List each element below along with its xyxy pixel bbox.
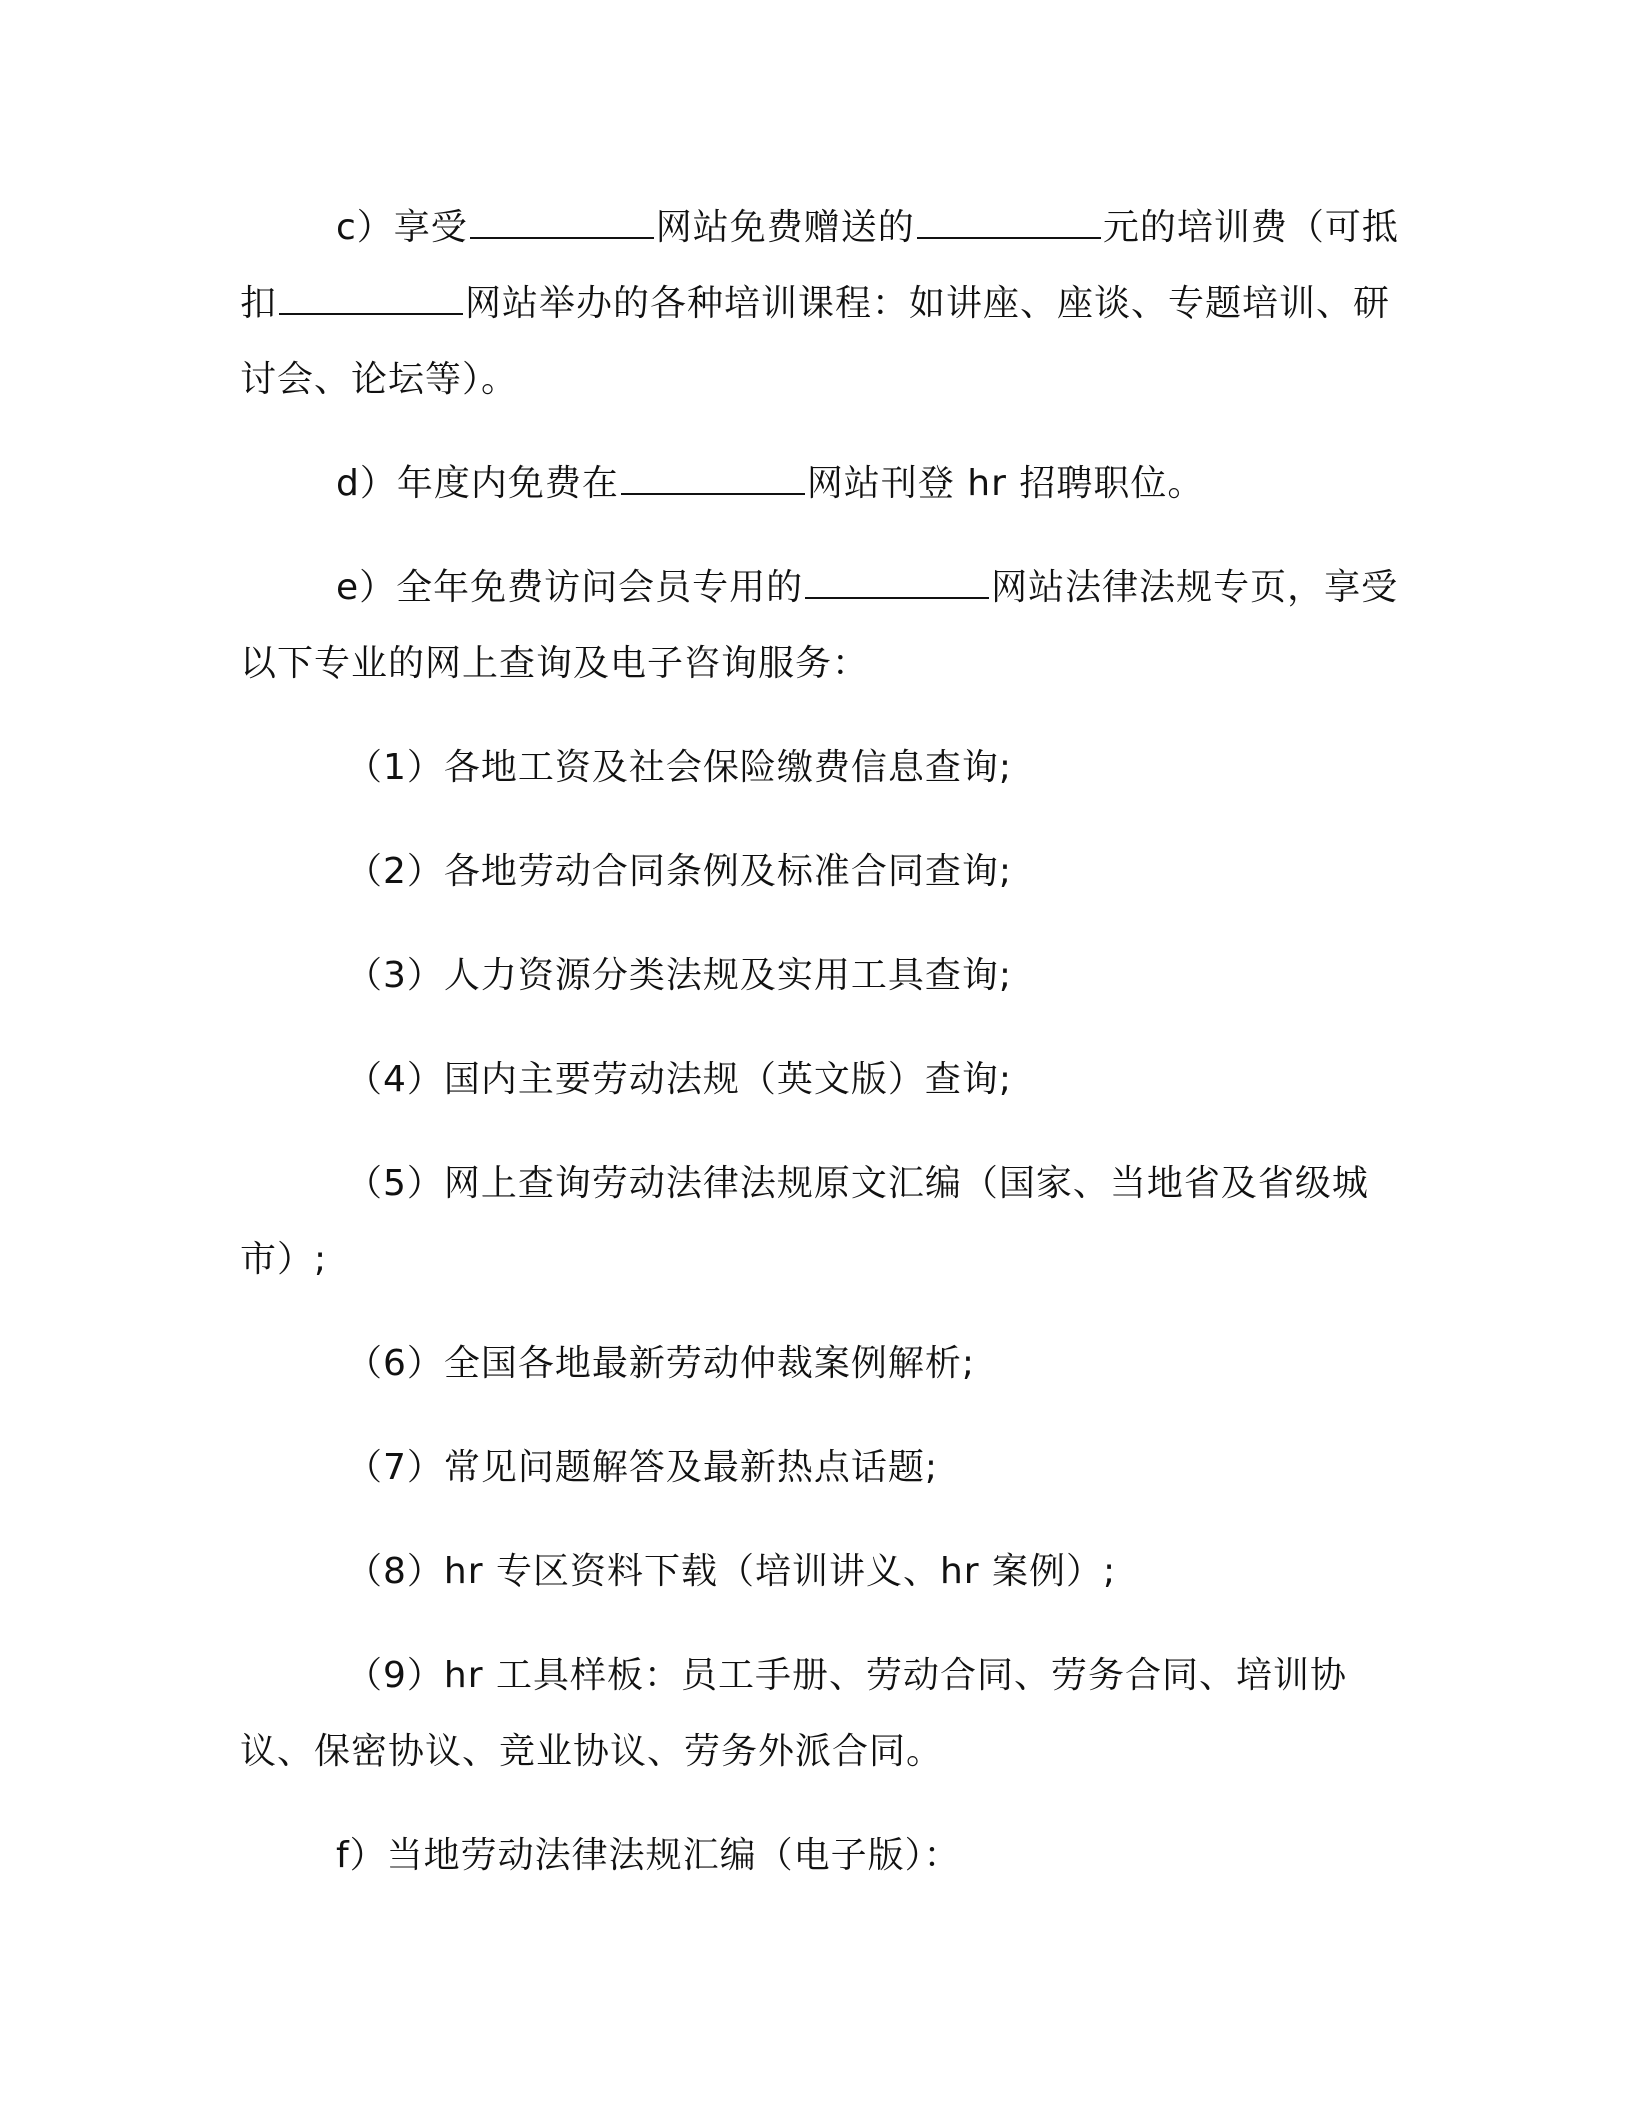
list-item-5: （5）网上查询劳动法律法规原文汇编（国家、当地省及省级城市）; <box>240 1163 1369 1280</box>
list-item-2: （2）各地劳动合同条例及标准合同查询; <box>346 851 1013 892</box>
fill-in-blank[interactable] <box>917 207 1101 239</box>
paragraph-e <box>240 550 1400 702</box>
paragraph-c-text-2: 网站免费赠送的 <box>655 207 915 248</box>
fill-in-blank[interactable] <box>279 283 463 315</box>
list-item-7: （7）常见问题解答及最新热点话题; <box>346 1447 939 1488</box>
paragraph-d <box>240 446 1400 522</box>
paragraph-e-text-1: e）全年免费访问会员专用的 <box>336 567 804 608</box>
paragraph-d-text-2: 网站刊登 hr 招聘职位。 <box>806 463 1205 504</box>
paragraph-e-text-2: 网站法律法规专页，享受以下专业的网上查询及电子咨询服务： <box>240 567 1399 684</box>
list-item-1: （1）各地工资及社会保险缴费信息查询; <box>346 747 1013 788</box>
paragraph-c-text-4: 网站举办的各种培训课程：如讲座、座谈、专题培训、研讨会、论坛等）。 <box>240 283 1391 400</box>
fill-in-blank[interactable] <box>621 463 805 495</box>
paragraph-f: f）当地劳动法律法规汇编（电子版）： <box>336 1835 961 1876</box>
list-item-6: （6）全国各地最新劳动仲裁案例解析; <box>346 1343 976 1384</box>
fill-in-blank[interactable] <box>470 207 654 239</box>
list-item-8: （8）hr 专区资料下载（培训讲义、hr 案例）; <box>346 1551 1117 1592</box>
paragraph-c-text-3: 元的培训费（可抵扣 <box>240 207 1399 324</box>
paragraph-c-text-1: c）享受 <box>336 207 468 248</box>
list-item-3: （3）人力资源分类法规及实用工具查询; <box>346 955 1013 996</box>
document-page <box>240 190 1400 1894</box>
list-item-9: （9）hr 工具样板：员工手册、劳动合同、劳务合同、培训协议、保密协议、竞业协议、劳务外派合同。 <box>240 1655 1347 1772</box>
fill-in-blank[interactable] <box>805 567 989 599</box>
list-item-4: （4）国内主要劳动法规（英文版）查询; <box>346 1059 1013 1100</box>
paragraph-c <box>240 190 1400 418</box>
paragraph-d-text-1: d）年度内免费在 <box>336 463 619 504</box>
